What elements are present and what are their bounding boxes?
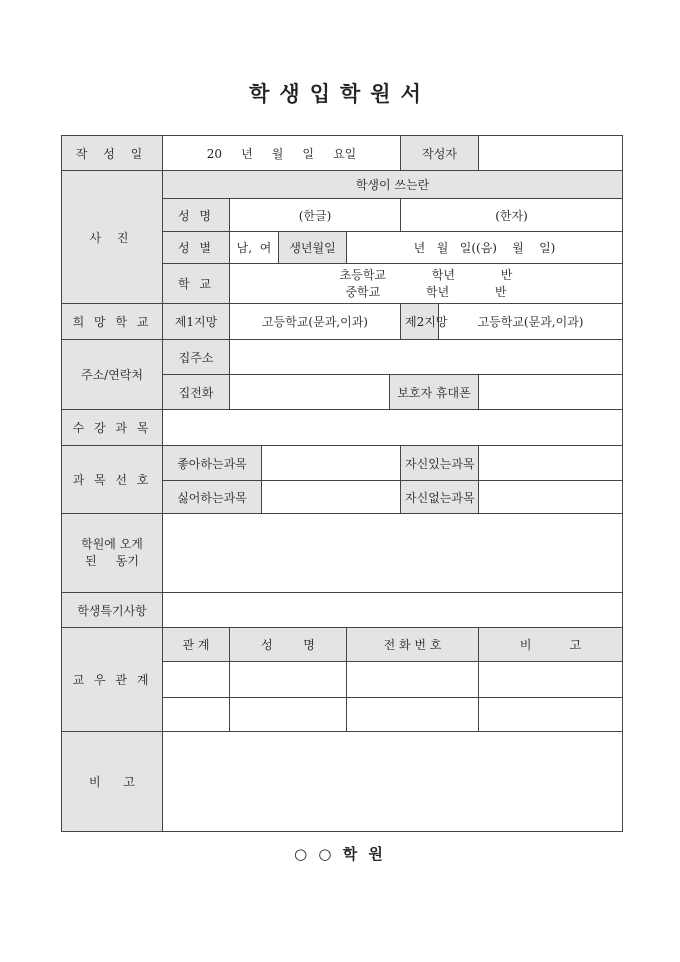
special-notes-field[interactable] <box>163 593 623 628</box>
friend-phone-cell[interactable] <box>347 662 479 698</box>
guardian-phone-field[interactable] <box>479 375 623 410</box>
disliked-subject-label: 싫어하는과목 <box>163 481 262 514</box>
writer-label: 작성자 <box>401 136 479 171</box>
motive-label-line2: 된 동기 <box>85 554 139 568</box>
school-field[interactable] <box>230 264 623 304</box>
friend-note-cell[interactable] <box>479 662 623 698</box>
name-hangul-field[interactable]: (한글) <box>230 199 401 232</box>
birth-label: 생년월일 <box>279 232 347 264</box>
home-phone-label: 집전화 <box>163 375 230 410</box>
friend-name-cell[interactable] <box>230 698 347 732</box>
first-choice-field[interactable]: 고등학교(문과,이과) <box>230 304 401 340</box>
second-choice-field[interactable]: 고등학교(문과,이과) <box>439 304 623 340</box>
row-address <box>62 340 623 375</box>
hope-school-label: 희 망 학 교 <box>62 304 163 340</box>
row-write-date <box>62 136 623 171</box>
address-label: 집주소 <box>163 340 230 375</box>
name-hanja-field[interactable]: (한자) <box>401 199 623 232</box>
confident-subject-label: 자신있는과목 <box>401 446 479 481</box>
write-date-label: 작 성 일 <box>62 136 163 171</box>
unconfident-subject-field[interactable] <box>479 481 623 514</box>
gender-options[interactable]: 남, 여 <box>230 232 279 264</box>
student-section-header: 학생이 쓰는란 <box>163 171 623 199</box>
friends-label: 교 우 관 계 <box>62 628 163 732</box>
liked-subject-field[interactable] <box>262 446 401 481</box>
friend-phone-cell[interactable] <box>347 698 479 732</box>
col-name-header: 성 명 <box>230 628 347 662</box>
row-hope-school <box>62 304 623 340</box>
first-choice-label: 제1지망 <box>163 304 230 340</box>
row-preference-liked <box>62 446 623 481</box>
courses-label: 수 강 과 목 <box>62 410 163 446</box>
friend-relation-cell[interactable] <box>163 662 230 698</box>
motive-field[interactable] <box>163 514 623 593</box>
row-student-header <box>62 171 623 199</box>
school-elementary-line: 초등학교 학년 반 <box>339 267 513 282</box>
special-notes-label: 학생특기사항 <box>62 593 163 628</box>
guardian-phone-label: 보호자 휴대폰 <box>390 375 479 410</box>
school-label: 학 교 <box>163 264 230 304</box>
school-middle-line: 중학교 학년 반 <box>345 284 507 299</box>
remarks-field[interactable] <box>163 732 623 832</box>
confident-subject-field[interactable] <box>479 446 623 481</box>
application-form-table <box>61 135 623 832</box>
row-remarks <box>62 732 623 832</box>
writer-field[interactable] <box>479 136 623 171</box>
address-field[interactable] <box>230 340 623 375</box>
academy-name-footer: ○ ○ 학 원 <box>294 845 386 863</box>
row-friends-header <box>62 628 623 662</box>
name-label: 성 명 <box>163 199 230 232</box>
photo-area[interactable]: 사 진 <box>62 171 163 304</box>
row-motive <box>62 514 623 593</box>
motive-label <box>62 514 163 593</box>
friend-relation-cell[interactable] <box>163 698 230 732</box>
friend-note-cell[interactable] <box>479 698 623 732</box>
liked-subject-label: 좋아하는과목 <box>163 446 262 481</box>
col-relation-header: 관 계 <box>163 628 230 662</box>
row-courses <box>62 410 623 446</box>
gender-label: 성 별 <box>163 232 230 264</box>
disliked-subject-field[interactable] <box>262 481 401 514</box>
home-phone-field[interactable] <box>230 375 390 410</box>
write-date-field[interactable]: 20 년 월 일 요일 <box>163 136 401 171</box>
second-choice-label: 제2지망 <box>401 304 439 340</box>
friend-name-cell[interactable] <box>230 662 347 698</box>
birth-field[interactable]: 년 월 일((음) 월 일) <box>347 232 623 264</box>
document-title: 학생입학원서 <box>249 81 431 106</box>
motive-label-line1: 학원에 오게 <box>81 537 143 551</box>
preference-label: 과 목 선 호 <box>62 446 163 514</box>
courses-field[interactable] <box>163 410 623 446</box>
unconfident-subject-label: 자신없는과목 <box>401 481 479 514</box>
contact-label: 주소/연락처 <box>62 340 163 410</box>
col-note-header: 비 고 <box>479 628 623 662</box>
row-special-notes <box>62 593 623 628</box>
col-phone-header: 전 화 번 호 <box>347 628 479 662</box>
remarks-label: 비 고 <box>62 732 163 832</box>
